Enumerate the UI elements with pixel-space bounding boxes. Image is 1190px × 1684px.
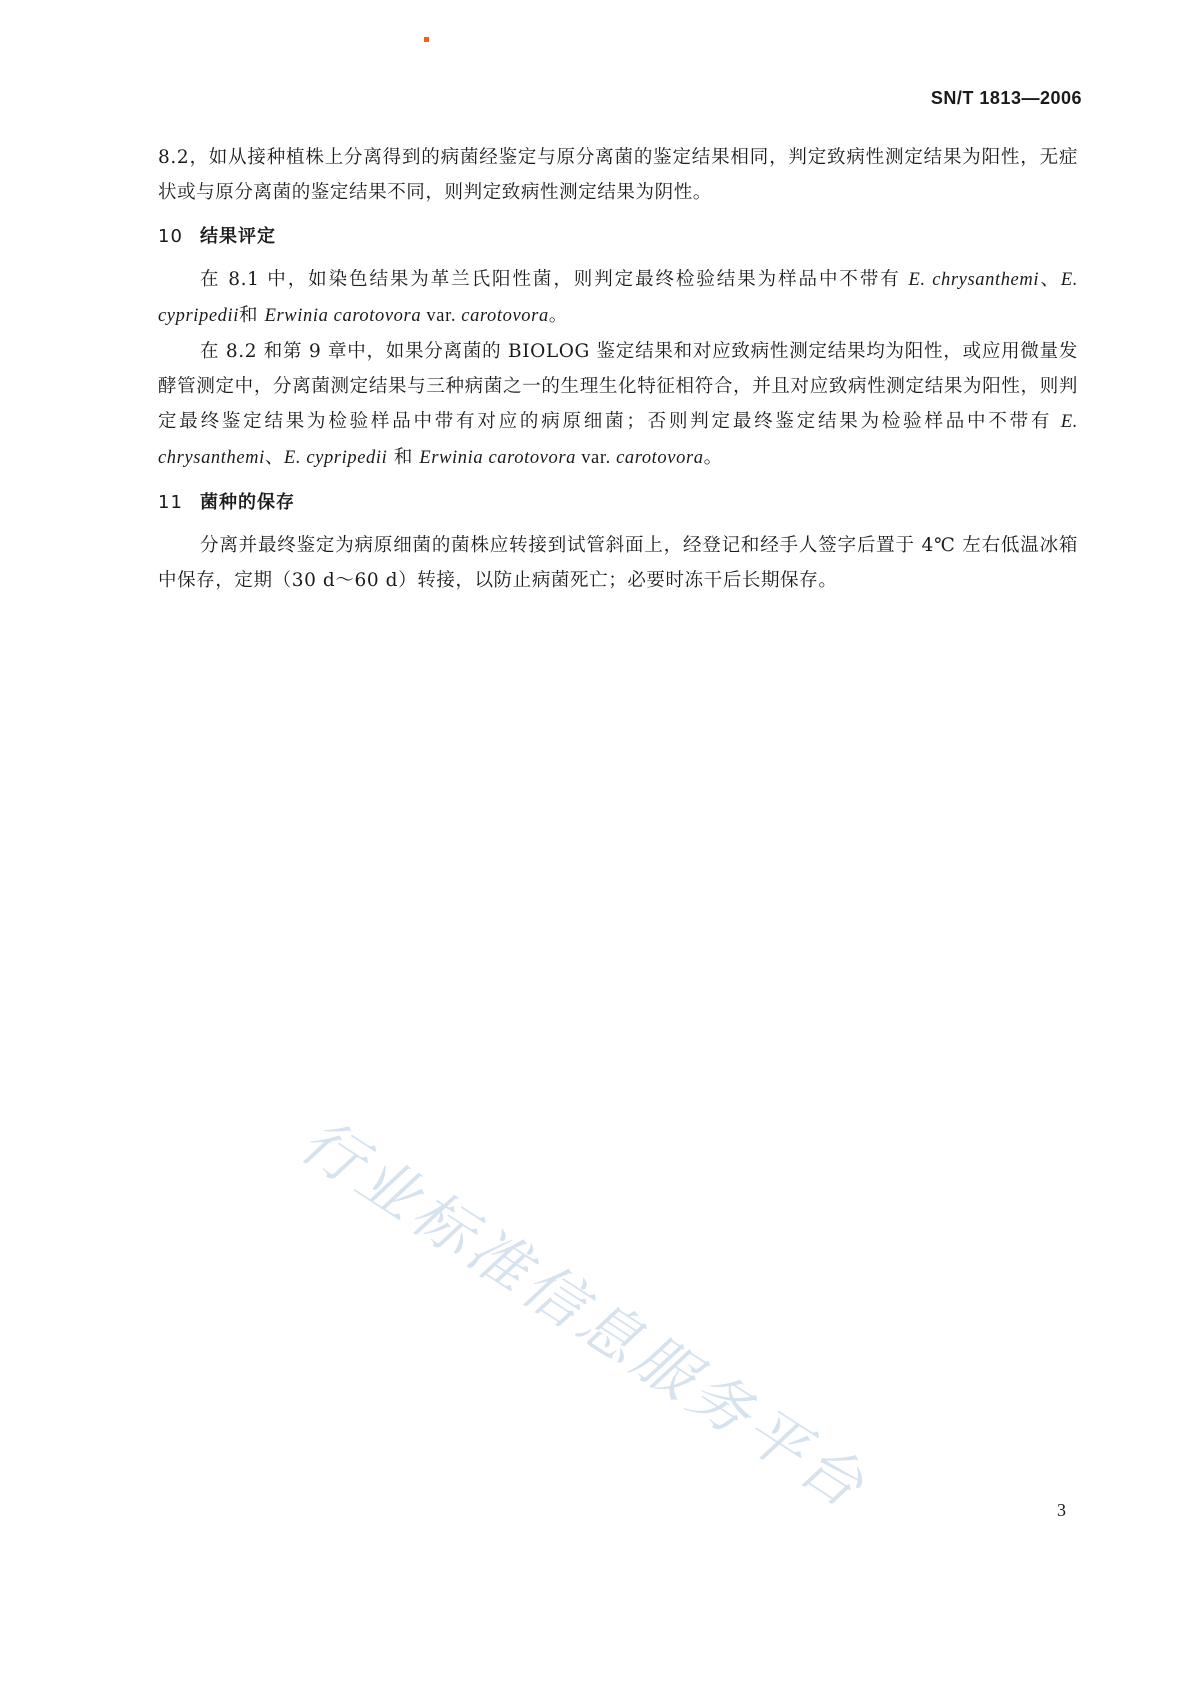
section-title: 菌种的保存 (200, 492, 295, 513)
species-name: carotovora (461, 306, 549, 326)
species-name: E. chrysanthemi (908, 270, 1040, 290)
section-10-heading (158, 220, 1078, 254)
species-name: Erwinia carotovora (264, 306, 422, 326)
section-title: 结果评定 (200, 226, 276, 247)
section-number: 11 (158, 492, 183, 513)
paragraph-8-2-continued: 8.2，如从接种植株上分离得到的病菌经鉴定与原分离菌的鉴定结果相同，判定致病性测定结果为阳性，无症状或与原分离菌的鉴定结果不同，则判定致病性测定结果为阴性。 (158, 147, 1078, 203)
standard-code: SN/T 1813—2006 (930, 88, 1082, 108)
document-body (158, 140, 1078, 598)
paragraph-11-1: 分离并最终鉴定为病原细菌的菌株应转接到试管斜面上，经登记和经手人签字后置于 4℃ 左右低温冰箱中保存，定期（30 d～60 d）转接，以防止病菌死亡；必要时冻干后长期保存。 (158, 535, 1078, 591)
section-11-heading (158, 486, 1078, 520)
paragraph-10-1: 在 8.1 中，如染色结果为革兰氏阳性菌，则判定最终检验结果为样品中不带有 E. chrysanthemi、E. cypripedii和 Erwinia carotovora var. carotovora。 (158, 269, 1078, 326)
watermark: 行业标准信息服务平台 (288, 1105, 880, 1525)
species-name: E. cypripedii (283, 448, 388, 468)
page-number: 3 (1057, 1500, 1066, 1520)
species-name: Erwinia carotovora (419, 448, 576, 468)
paragraph-10-2: 在 8.2 和第 9 章中，如果分离菌的 BIOLOG 鉴定结果和对应致病性测定结果均为阳性，或应用微量发酵管测定中，分离菌测定结果与三种病菌之一的生理生化特征相符合，并且对应致病性测定结果为阳性，则判定最终鉴定结果为检验样品中带有对应的病原细菌；否则判定最终鉴定结果为检验样品中不带有 E. chrysanthemi、E. cypripedii 和 Erwinia carotovora var. carotovora。 (158, 341, 1078, 468)
species-name: E. cypripedii (158, 270, 1078, 326)
species-name: E. chrysanthemi (158, 412, 1078, 468)
section-number: 10 (158, 226, 183, 247)
species-name: carotovora (616, 448, 704, 468)
scan-mark (424, 37, 429, 42)
